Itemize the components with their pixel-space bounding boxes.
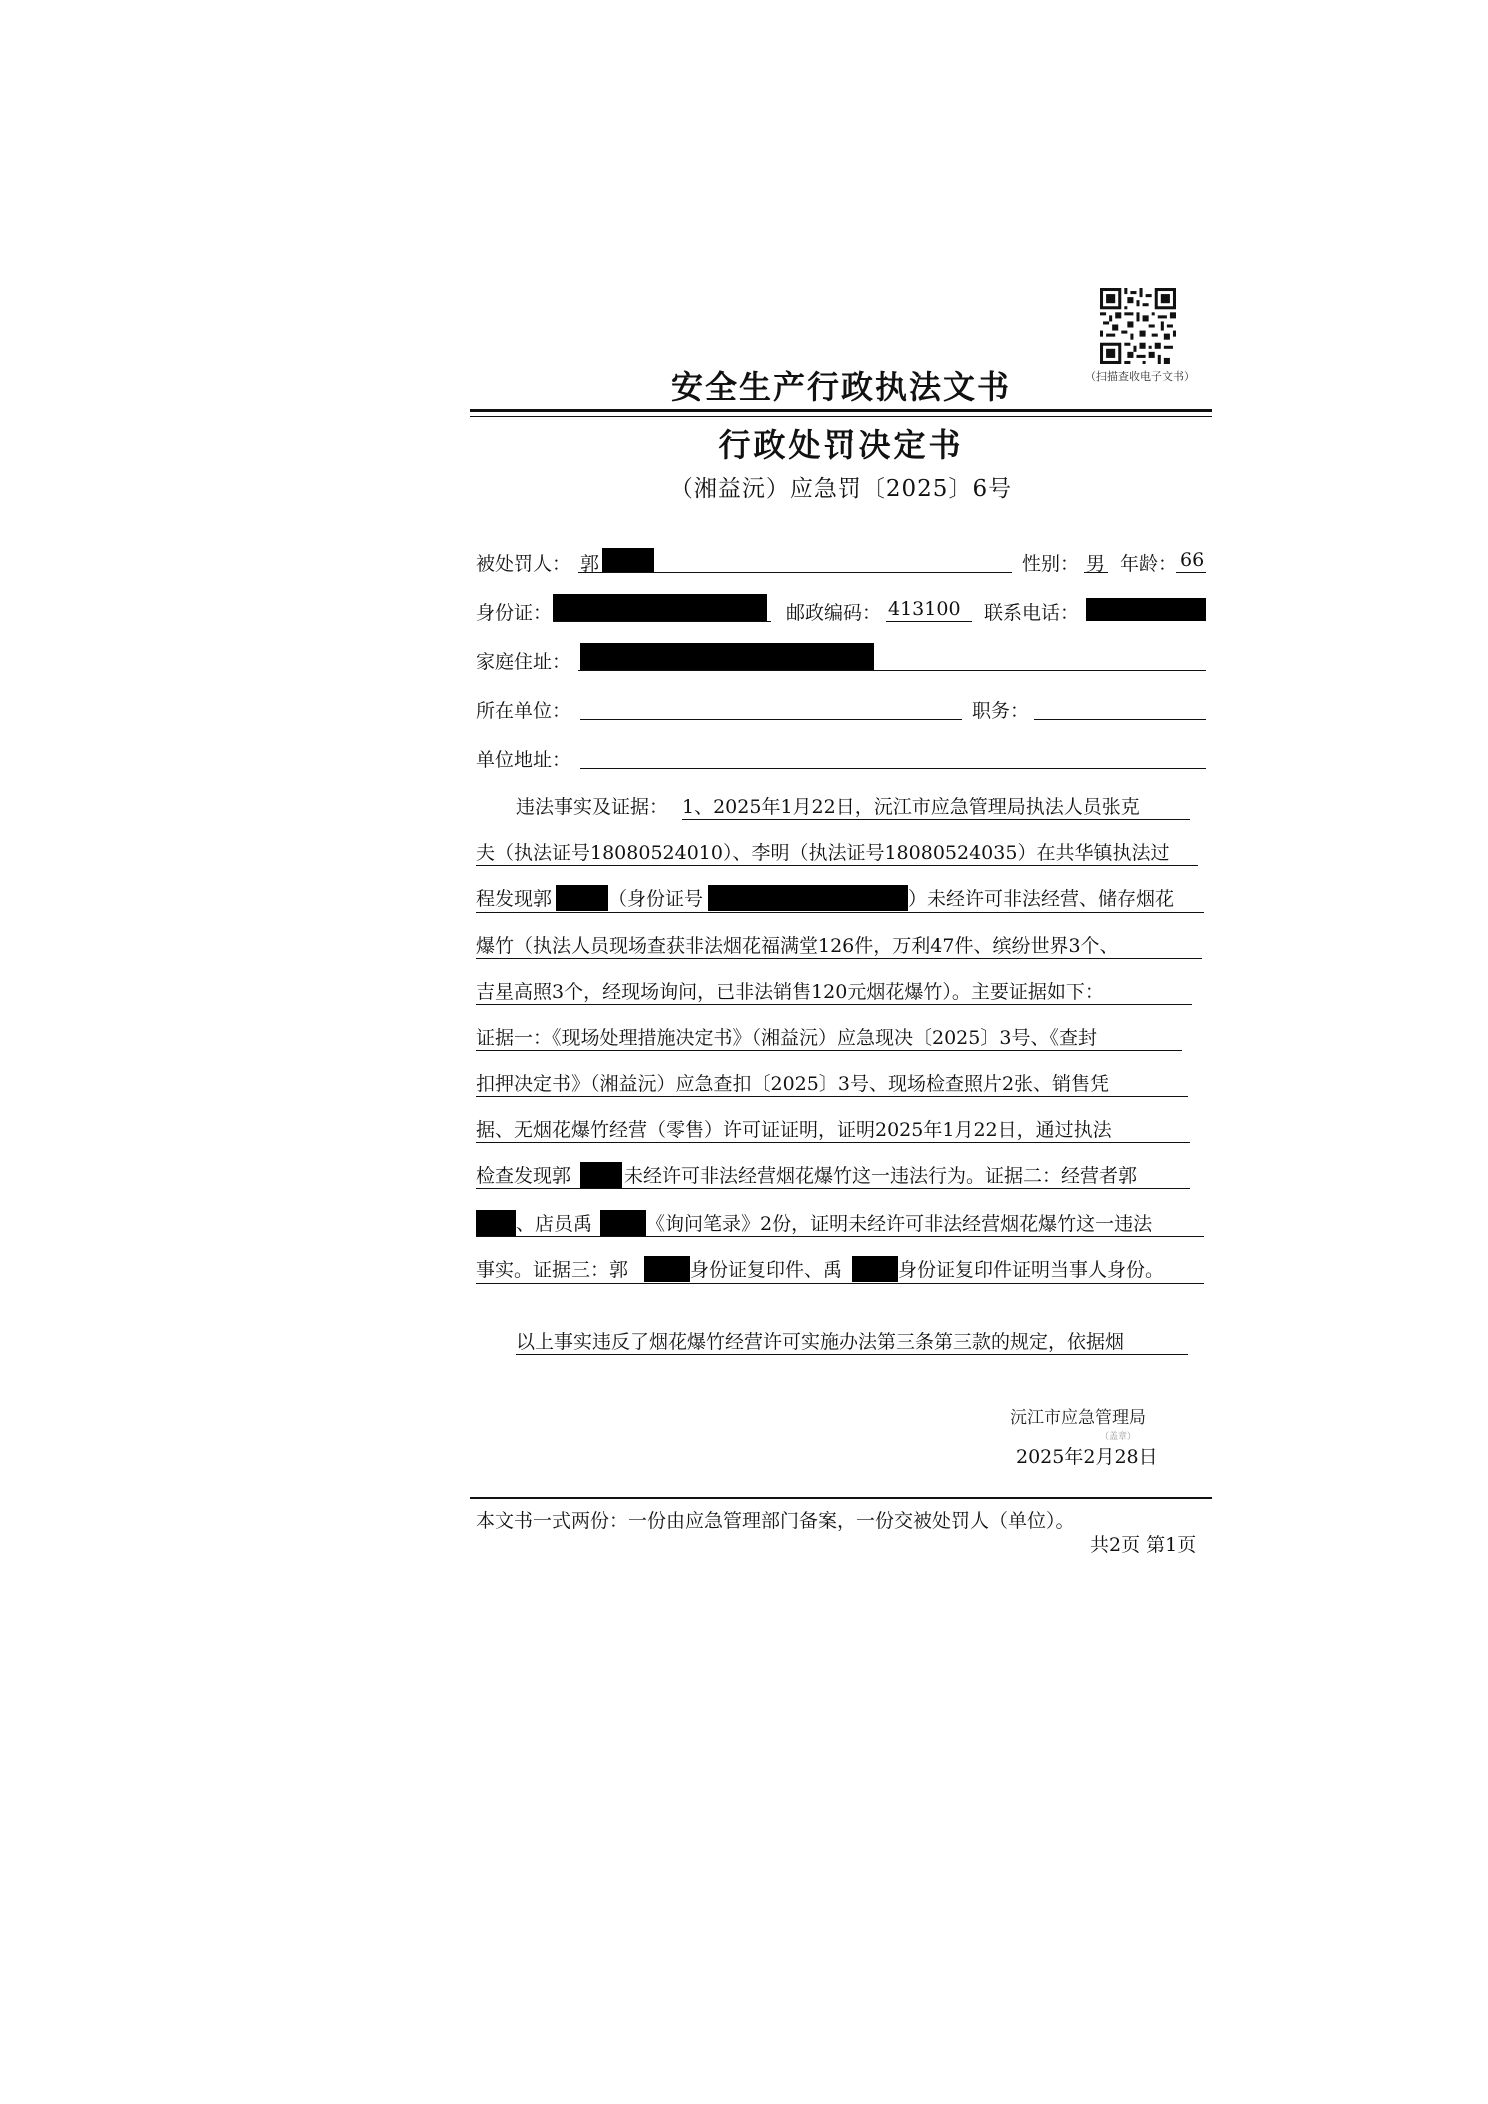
document-title: 行政处罚决定书 bbox=[718, 426, 964, 464]
gender-label: 性别： bbox=[1022, 553, 1080, 575]
redacted-phone bbox=[1086, 598, 1206, 621]
age-value: 66 bbox=[1180, 549, 1205, 571]
facts-line-5: 吉星高照3个，经现场询问，已非法销售120元烟花爆竹）。主要证据如下： bbox=[476, 981, 1104, 1003]
title-divider-thin bbox=[470, 416, 1212, 417]
employer-label: 所在单位： bbox=[476, 700, 572, 722]
document-number: （湘益沅）应急罚〔2025〕6号 bbox=[669, 476, 1013, 502]
issuing-authority: 沅江市应急管理局 bbox=[1010, 1408, 1146, 1428]
facts-line-1: 1、2025年1月22日，沅江市应急管理局执法人员张克 bbox=[682, 796, 1140, 818]
facts-line-10a: 、店员禹 bbox=[516, 1213, 593, 1235]
issue-date: 2025年2月28日 bbox=[1016, 1446, 1158, 1468]
facts-line-8: 据、无烟花爆竹经营（零售）许可证证明，证明2025年1月22日，通过执法 bbox=[476, 1119, 1112, 1141]
redacted-name bbox=[580, 1162, 622, 1188]
facts-underline-10 bbox=[476, 1236, 1204, 1237]
gender-underline bbox=[1084, 572, 1108, 573]
facts-label: 违法事实及证据： bbox=[516, 796, 669, 818]
facts-underline-2 bbox=[476, 865, 1198, 866]
penalized-person-value: 郭 bbox=[580, 553, 600, 575]
id-card-underline bbox=[553, 621, 771, 622]
facts-line-10b: 《询问笔录》2份，证明未经许可非法经营烟花爆竹这一违法 bbox=[646, 1213, 1153, 1235]
redacted-name bbox=[644, 1256, 690, 1282]
qr-code-icon bbox=[1100, 288, 1176, 364]
penalized-person-underline bbox=[578, 572, 1012, 573]
page-info: 共2页 第1页 bbox=[1090, 1534, 1197, 1556]
postal-code-underline bbox=[886, 621, 972, 622]
home-address-underline bbox=[578, 670, 1206, 671]
postal-code-label: 邮政编码： bbox=[786, 602, 882, 624]
facts-underline-4 bbox=[476, 958, 1202, 959]
facts-line-3b: （身份证号 bbox=[608, 888, 704, 910]
position-underline bbox=[1034, 719, 1206, 720]
facts-underline-3 bbox=[476, 912, 1204, 913]
redacted-name bbox=[600, 1210, 646, 1236]
redacted-id-number bbox=[708, 885, 908, 911]
footer-note: 本文书一式两份：一份由应急管理部门备案，一份交被处罚人（单位）。 bbox=[476, 1510, 1075, 1532]
facts-line-6: 证据一：《现场处理措施决定书》（湘益沅）应急现决〔2025〕3号、《查封 bbox=[476, 1027, 1097, 1049]
facts-line-3c: ）未经许可非法经营、储存烟花 bbox=[908, 888, 1175, 910]
facts-line-7: 扣押决定书》（湘益沅）应急查扣〔2025〕3号、现场检查照片2张、销售凭 bbox=[476, 1073, 1110, 1095]
home-address-label: 家庭住址： bbox=[476, 651, 572, 673]
penalized-person-label: 被处罚人： bbox=[476, 553, 572, 575]
facts-line-11b: 身份证复印件、禹 bbox=[690, 1259, 843, 1281]
redacted-name bbox=[852, 1256, 898, 1282]
facts-line-3a: 程发现郭 bbox=[476, 888, 553, 910]
facts-line-9a: 检查发现郭 bbox=[476, 1165, 572, 1187]
postal-code-value: 413100 bbox=[888, 598, 961, 620]
gender-value: 男 bbox=[1086, 553, 1106, 575]
facts-underline-11 bbox=[476, 1283, 1204, 1284]
facts-underline-8 bbox=[476, 1142, 1190, 1143]
facts-underline-6 bbox=[476, 1050, 1182, 1051]
facts-underline-1 bbox=[682, 819, 1190, 820]
facts-line-11a: 事实。证据三：郭 bbox=[476, 1259, 629, 1281]
redacted-id-number bbox=[553, 594, 767, 621]
id-card-label: 身份证： bbox=[476, 602, 553, 624]
facts-line-9b: 未经许可非法经营烟花爆竹这一违法行为。证据二：经营者郭 bbox=[624, 1165, 1138, 1187]
facts-underline-9 bbox=[476, 1188, 1190, 1189]
title-divider-thick bbox=[470, 409, 1212, 412]
stamp-mark: （盖章） bbox=[1100, 1432, 1137, 1442]
facts-line-4: 爆竹（执法人员现场查获非法烟花福满堂126件，万利47件、缤纷世界3个、 bbox=[476, 935, 1119, 957]
qr-caption: （扫描查收电子文书） bbox=[1085, 370, 1195, 383]
employer-underline bbox=[580, 719, 962, 720]
facts-line-11c: 身份证复印件证明当事人身份。 bbox=[898, 1259, 1165, 1281]
redacted-address bbox=[580, 643, 874, 670]
document-series-title: 安全生产行政执法文书 bbox=[670, 368, 1011, 406]
age-underline bbox=[1176, 572, 1206, 573]
age-label: 年龄： bbox=[1120, 553, 1178, 575]
position-label: 职务： bbox=[972, 700, 1030, 722]
redacted-name bbox=[602, 548, 654, 572]
phone-label: 联系电话： bbox=[984, 602, 1080, 624]
employer-address-underline bbox=[580, 768, 1206, 769]
redacted-name bbox=[476, 1210, 516, 1236]
facts-underline-7 bbox=[476, 1096, 1188, 1097]
facts-underline-12 bbox=[516, 1354, 1188, 1355]
footer-divider bbox=[470, 1497, 1212, 1499]
employer-address-label: 单位地址： bbox=[476, 749, 572, 771]
facts-line-12: 以上事实违反了烟花爆竹经营许可实施办法第三条第三款的规定，依据烟 bbox=[516, 1331, 1125, 1353]
facts-line-2: 夫（执法证号18080524010）、李明（执法证号18080524035）在共华镇执法过 bbox=[476, 842, 1170, 864]
redacted-name bbox=[556, 885, 608, 911]
facts-underline-5 bbox=[476, 1004, 1192, 1005]
